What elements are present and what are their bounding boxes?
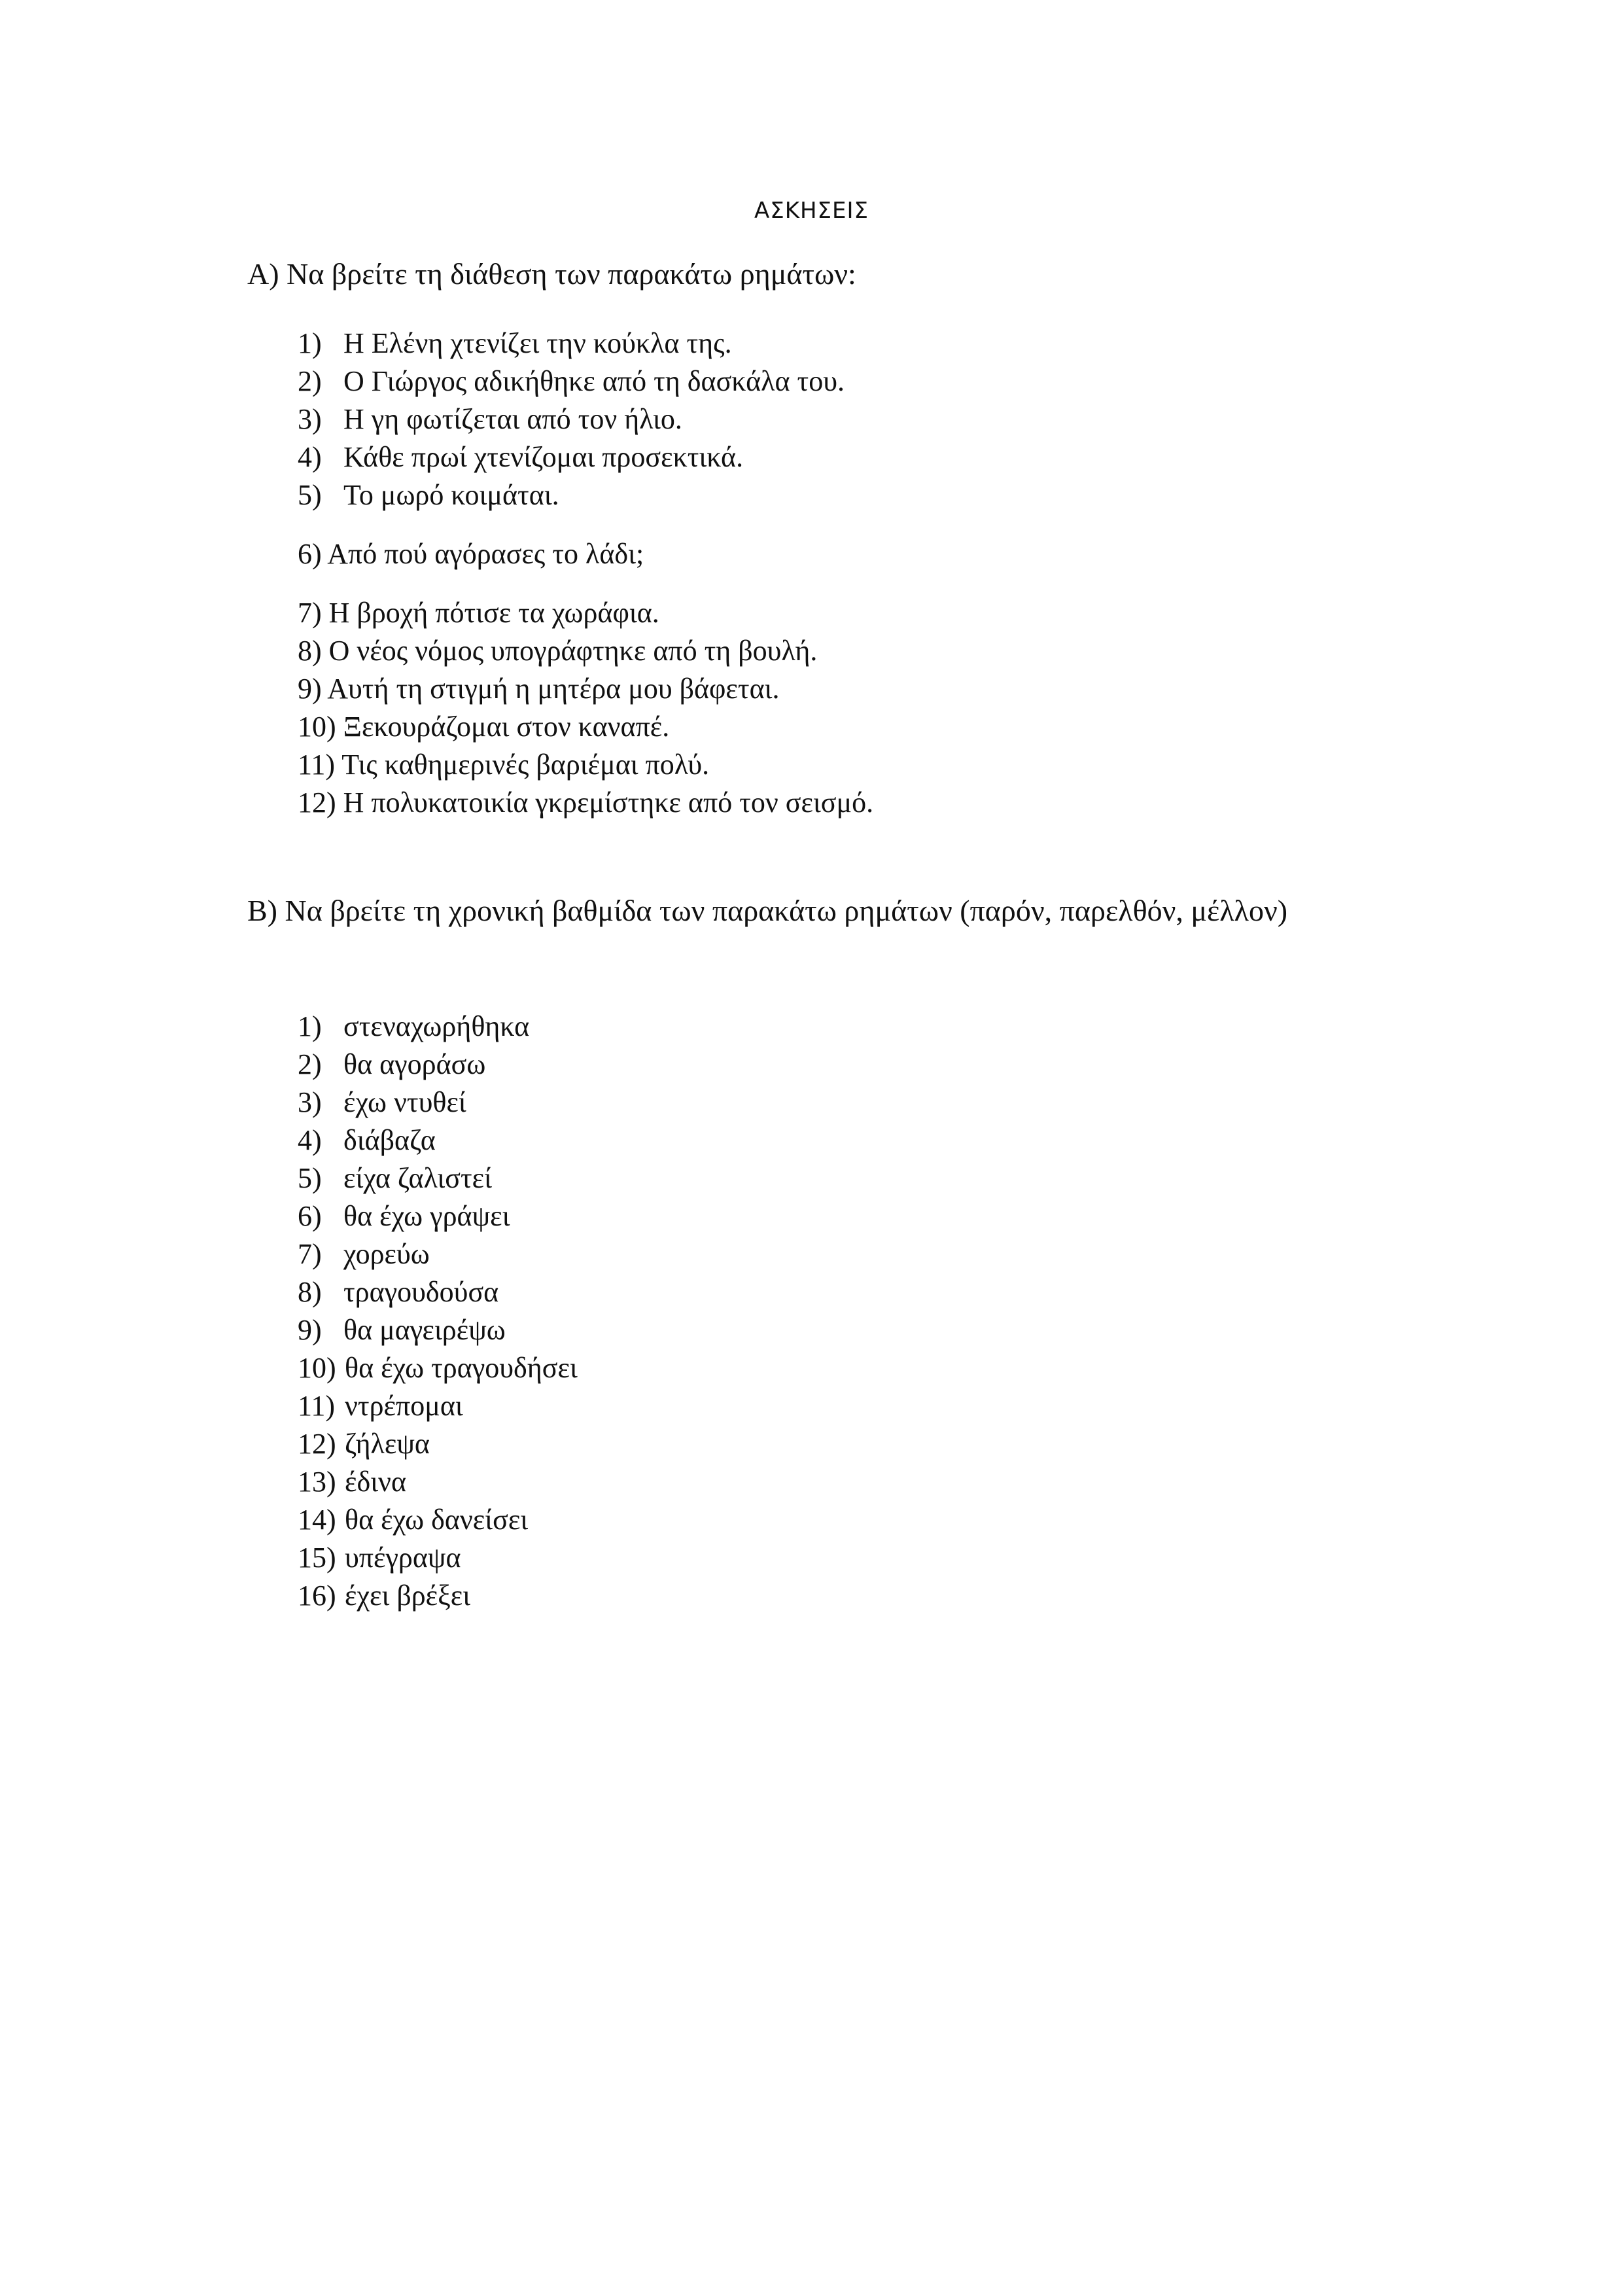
list-item: [298, 325, 732, 362]
plain-list-item: [298, 632, 817, 670]
plain-list-item: [298, 784, 873, 822]
item-number: 14): [298, 1504, 336, 1536]
item-text: Η Ελένη χτενίζει την κούκλα της.: [343, 327, 732, 359]
list-item: [298, 1046, 485, 1084]
item-number: 16): [298, 1580, 336, 1612]
plain-list-item: [298, 535, 644, 573]
item-number: 4): [298, 1124, 322, 1156]
plain-list-item: [298, 670, 779, 708]
plain-list-item: [298, 594, 659, 632]
plain-list-item: [298, 708, 669, 746]
list-item: [298, 476, 559, 514]
item-text: είχα ζαλιστεί: [343, 1162, 492, 1194]
item-text: 8) Ο νέος νόμος υπογράφτηκε από τη βουλή.: [298, 635, 818, 667]
list-item: [298, 400, 682, 438]
item-text: ζήλεψα: [345, 1428, 430, 1460]
list-item: [298, 362, 845, 400]
item-number: 1): [298, 327, 322, 359]
list-item: [298, 1387, 463, 1425]
item-text: Η γη φωτίζεται από τον ήλιο.: [343, 403, 682, 435]
list-item: [298, 1197, 510, 1235]
list-item: [298, 1235, 430, 1273]
list-item: [298, 1122, 436, 1159]
list-item: [298, 1159, 492, 1197]
list-item: [298, 1463, 406, 1501]
item-text: 7) Η βροχή πότισε τα χωράφια.: [298, 597, 659, 629]
item-number: 10): [298, 1352, 336, 1384]
item-text: 6) Από πού αγόρασες το λάδι;: [298, 538, 644, 570]
item-text: έδινα: [345, 1466, 406, 1498]
item-text: θα έχω τραγουδήσει: [345, 1352, 578, 1384]
list-item: [298, 1501, 528, 1539]
item-number: 5): [298, 1162, 322, 1194]
item-text: 9) Αυτή τη στιγμή η μητέρα μου βάφεται.: [298, 673, 780, 705]
list-item: [298, 1577, 470, 1615]
list-item: [298, 438, 743, 476]
item-number: 8): [298, 1276, 322, 1308]
item-text: θα αγοράσω: [343, 1048, 486, 1080]
item-text: Το μωρό κοιμάται.: [343, 479, 559, 511]
item-text: στεναχωρήθηκα: [343, 1010, 530, 1042]
item-number: 12): [298, 1428, 336, 1460]
item-text: διάβαζα: [343, 1124, 436, 1156]
item-text: 12) Η πολυκατοικία γκρεμίστηκε από τον σεισμό.: [298, 786, 874, 819]
item-number: 9): [298, 1314, 322, 1346]
item-number: 7): [298, 1238, 322, 1270]
item-text: Ο Γιώργος αδικήθηκε από τη δασκάλα του.: [343, 365, 845, 397]
page-title: ΑΣΚΗΣΕΙΣ: [754, 198, 869, 224]
plain-list-item: [298, 746, 709, 784]
section-b-heading: Β) Να βρείτε τη χρονική βαθμίδα των παρακάτω ρημάτων (παρόν, παρελθόν, μέλλον): [247, 894, 1288, 927]
item-text: χορεύω: [343, 1238, 430, 1270]
item-number: 11): [298, 1390, 336, 1422]
section-a-heading: Α) Να βρείτε τη διάθεση των παρακάτω ρημάτων:: [247, 257, 856, 291]
item-number: 15): [298, 1542, 336, 1574]
item-text: 11) Τις καθημερινές βαριέμαι πολύ.: [298, 749, 710, 781]
item-text: θα έχω δανείσει: [345, 1504, 529, 1536]
item-text: έχει βρέξει: [345, 1580, 471, 1612]
list-item: [298, 1008, 529, 1046]
list-item: [298, 1425, 430, 1463]
item-number: 3): [298, 403, 322, 435]
item-number: 3): [298, 1086, 322, 1118]
item-number: 2): [298, 365, 322, 397]
item-number: 6): [298, 1200, 322, 1232]
item-text: έχω ντυθεί: [343, 1086, 466, 1118]
item-text: τραγουδούσα: [343, 1276, 499, 1308]
item-number: 2): [298, 1048, 322, 1080]
item-text: 10) Ξεκουράζομαι στον καναπέ.: [298, 711, 670, 743]
item-text: ντρέπομαι: [345, 1390, 463, 1422]
item-number: 4): [298, 441, 322, 473]
list-item: [298, 1349, 578, 1387]
list-item: [298, 1084, 466, 1122]
item-text: θα έχω γράψει: [343, 1200, 510, 1232]
item-text: θα μαγειρέψω: [343, 1314, 506, 1346]
item-number: 1): [298, 1010, 322, 1042]
list-item: [298, 1273, 498, 1311]
item-number: 13): [298, 1466, 336, 1498]
item-text: υπέγραψα: [345, 1542, 461, 1574]
list-item: [298, 1539, 461, 1577]
item-text: Κάθε πρωί χτενίζομαι προσεκτικά.: [343, 441, 744, 473]
list-item: [298, 1311, 506, 1349]
item-number: 5): [298, 479, 322, 511]
